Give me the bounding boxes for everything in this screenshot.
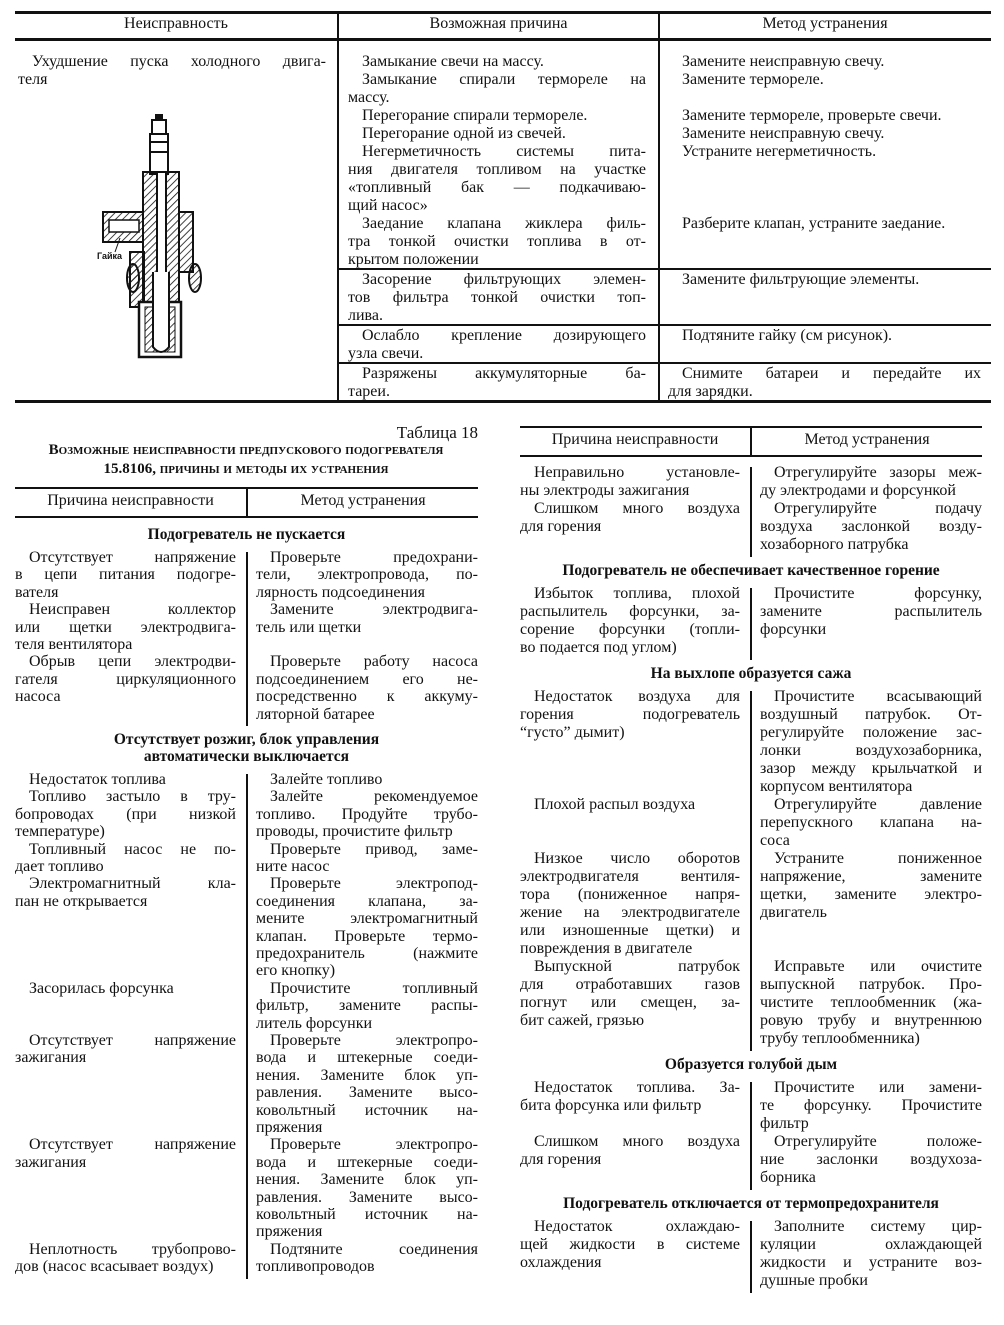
cause-cell (15, 1032, 236, 1067)
cause-cell-line: бопроводах (при низкой (15, 805, 236, 823)
cause-cell-line: Обрыв цепи электродви- (29, 653, 236, 671)
method-cell (760, 1218, 982, 1290)
method-cell-line: Снимите батареи и передайте их (682, 365, 981, 382)
fault-cell (18, 53, 326, 89)
method-cell-line: Отрегулируйте зазоры меж- (774, 464, 982, 481)
column-divider (750, 1221, 752, 1293)
cause-cell-line: распылитель форсунки, за- (520, 603, 740, 620)
cause-cell (520, 958, 740, 1030)
method-cell-line: ние заслонки воздухоза- (760, 1151, 982, 1168)
method-cell-line: проводы, прочистите фильтр (256, 823, 453, 841)
cause-cell-line: насоса (15, 688, 61, 706)
cause-cell (520, 1133, 740, 1169)
cause-cell-line: «топливный бак — подкачиваю- (348, 179, 646, 196)
method-cell-line: вода и штекерные соеди- (256, 1049, 478, 1067)
header-fault: Неисправность (124, 15, 228, 32)
method-cell-line: Залейте топливо (270, 771, 383, 788)
method-cell (668, 125, 981, 143)
method-cell-line: выпускной патрубок. Про- (760, 976, 982, 993)
cause-cell-line: Неисправен коллектор (29, 601, 236, 619)
cause-cell (15, 1136, 236, 1171)
cause-cell (348, 53, 646, 71)
method-cell (760, 500, 982, 554)
cause-cell-line: щий насос» (348, 197, 428, 214)
cause-cell-line: Засорилась форсунка (29, 979, 174, 997)
cause-cell (520, 585, 740, 657)
method-cell-line: равления. Замените высо- (256, 1188, 478, 1206)
cause-cell (520, 464, 740, 500)
method-cell-line: форсунки (760, 621, 827, 638)
method-cell-line: Отрегулируйте подачу (774, 500, 982, 517)
column-divider (750, 467, 752, 557)
method-cell-line: фильтр (760, 1115, 809, 1132)
cause-cell-line: Слишком много воздуха (534, 500, 740, 517)
cause-cell-line: теля вентилятора (15, 636, 133, 653)
method-cell (668, 107, 981, 125)
section-heading: Подогреватель не пускается (147, 526, 346, 543)
method-cell-line: Разберите клапан, устраните заедание. (682, 215, 946, 232)
cause-cell-line: дает топливо (15, 858, 104, 875)
cause-cell-line: узла свечи. (348, 345, 424, 362)
cause-cell (348, 327, 646, 363)
method-cell-line: клапан. Проверьте термо- (256, 927, 478, 945)
method-cell (668, 215, 981, 233)
cause-cell-line: для горения (520, 518, 602, 535)
cause-cell-line: Электромагнитный кла- (29, 875, 236, 893)
cause-cell (348, 271, 646, 325)
method-cell-line: Замените неисправную свечу. (682, 125, 885, 142)
method-cell-line: его кнопку) (256, 962, 336, 980)
cause-cell-line: “густо” дымит) (520, 724, 625, 741)
fault-line: Ухудшение пуска холодного двига- (32, 53, 326, 70)
header-rule (15, 38, 991, 41)
method-cell (256, 653, 478, 723)
method-cell-line: трубу теплообменника) (760, 1030, 920, 1047)
method-cell-line: борника (760, 1169, 816, 1186)
method-cell-line: хозаборного патрубка (760, 536, 909, 553)
method-cell (256, 1241, 478, 1276)
method-cell (256, 601, 478, 636)
cause-cell-line: пан не открывается (15, 892, 148, 910)
cause-cell-line: тареи. (348, 383, 390, 400)
cause-cell-line: Недостаток охлаждаю- (534, 1218, 740, 1235)
column-divider (658, 12, 660, 402)
row-divider (339, 362, 991, 364)
method-cell-line: Замените термореле. (682, 71, 824, 88)
method-cell (668, 271, 981, 289)
method-cell-line: Проверьте электропро- (270, 1136, 478, 1154)
method-cell-line: Замените электродвига- (270, 601, 478, 619)
method-cell-line: для зарядки. (668, 383, 753, 400)
method-cell-line: соединения клапана, за- (256, 892, 478, 910)
cause-cell-line: лива. (348, 307, 383, 324)
cause-cell-line: жение на электродвигателе (520, 904, 740, 921)
cause-cell-line: Засорение фильтрующих элемен- (362, 271, 646, 288)
cause-cell-line: Неправильно установле- (534, 464, 740, 481)
cause-cell-line: ния двигателя топливом на участке (348, 161, 646, 178)
cause-cell-line: Избыток топлива, плохой (534, 585, 740, 602)
cause-cell-line: тов фильтра тонкой очистки топ- (348, 289, 646, 306)
cause-cell-line: температуре) (15, 823, 105, 841)
table-number: Таблица 18 (396, 423, 478, 442)
method-cell (760, 688, 982, 796)
cause-cell-line: или щетки электродвига- (15, 618, 236, 636)
method-cell-line: предохранитель (нажмите (256, 945, 478, 963)
method-cell (668, 365, 981, 401)
method-cell-line: Заполните систему цир- (774, 1218, 982, 1235)
method-cell-line: корпусом вентилятора (760, 778, 913, 795)
method-cell-line: напряжение, замените (760, 868, 982, 885)
section-heading: Образуется голубой дым (664, 1056, 838, 1073)
cause-cell-line: горения подогреватель (520, 706, 740, 723)
left-header-method: Метод устранения (300, 492, 426, 509)
cause-cell-line: Отсутствует напряжение (29, 549, 236, 566)
cause-cell-line: охлаждения (520, 1254, 602, 1271)
row-divider (339, 268, 991, 270)
cause-cell-line: Перегорание спирали термореле. (362, 107, 588, 124)
method-cell-line: щетки, замените электро- (760, 886, 982, 903)
cause-cell-line: крытом положении (348, 251, 479, 268)
method-cell (256, 875, 478, 979)
method-cell-line: топливо. Продуйте трубо- (256, 805, 478, 823)
section-heading: Подогреватель отключается от термопредохранителя (563, 1195, 939, 1212)
cause-cell (348, 107, 646, 125)
method-cell-line: Отрегулируйте положе- (774, 1133, 982, 1150)
method-cell-line: Проверьте работу насоса (270, 653, 478, 671)
top-table-rule (15, 11, 991, 14)
cause-cell-line: во подается под углом) (520, 639, 677, 656)
method-cell-line: Прочистите топливный (270, 979, 478, 997)
method-cell-line: вода и штекерные соеди- (256, 1153, 478, 1171)
cause-cell (520, 1079, 740, 1115)
method-cell-line: Замените фильтрующие элементы. (682, 271, 920, 288)
method-cell-line: ковольтный источник на- (256, 1101, 478, 1119)
section-heading: автоматически выключается (143, 748, 350, 765)
method-cell-line: Проверьте электропро- (270, 1032, 478, 1049)
cause-cell-line: погнут или смещен, за- (520, 994, 740, 1011)
method-cell-line: Проверьте электропод- (270, 875, 478, 893)
cause-cell-line: электродвигателя вентиля- (520, 868, 740, 885)
method-cell-line: ровую трубу и внутреннюю (760, 1012, 982, 1029)
cause-cell-line: Слишком много воздуха (534, 1133, 740, 1150)
method-cell-line: тели, электропровода, по- (256, 566, 478, 584)
method-cell-line: мените электромагнитный (256, 910, 478, 928)
cause-cell-line: для горения (520, 1151, 602, 1168)
glow-plug-illustration (95, 112, 225, 367)
row-divider (339, 324, 991, 326)
column-divider (750, 588, 752, 660)
cause-cell (520, 796, 740, 814)
cause-cell-line: зажигания (15, 1153, 87, 1171)
method-cell-line: те форсунку. Прочистите (760, 1097, 982, 1114)
cause-cell (520, 850, 740, 958)
cause-cell (348, 71, 646, 107)
cause-cell (348, 125, 646, 143)
method-cell (760, 464, 982, 500)
cause-cell-line: Топливный насос не по- (29, 840, 236, 858)
cause-cell-line: щей жидкости в системе (520, 1236, 740, 1253)
right-header-method: Метод устранения (804, 431, 930, 448)
cause-cell (520, 500, 740, 536)
table-title-line: 15.8106, причины и методы их устранения (103, 461, 389, 477)
header-cause: Возможная причина (429, 15, 568, 32)
cause-cell-line: гателя циркуляционного (15, 670, 236, 688)
method-cell-line: пряжения (256, 1223, 323, 1241)
method-cell-line: Устраните негерметичность. (682, 143, 877, 160)
method-cell-line: Проверьте предохрани- (270, 549, 478, 566)
cause-cell-line: Перегорание одной из свечей. (362, 125, 566, 142)
method-cell-line: пряжения (256, 1119, 323, 1137)
left-header-cause: Причина неисправности (47, 492, 214, 509)
method-cell-line: перепускного клапана на- (760, 814, 982, 831)
cause-cell-line: тора (пониженное напря- (520, 886, 740, 903)
cause-cell-line: бит сажей, грязью (520, 1012, 645, 1029)
method-cell (760, 850, 982, 922)
method-cell (668, 143, 981, 161)
method-cell-line: подсоединением его не- (256, 670, 478, 688)
cause-cell-line: повреждения в двигателе (520, 940, 693, 957)
method-cell-line: Подтяните гайку (см рисунок). (682, 327, 893, 344)
method-cell-line: воздушный патрубок. От- (760, 706, 982, 723)
method-cell (256, 771, 478, 788)
method-cell-line: ду электродами и форсункой (760, 482, 956, 499)
method-cell-line: замените распылитель (760, 603, 982, 620)
cause-cell (15, 653, 236, 705)
cause-cell-line: Топливо застыло в тру- (29, 788, 236, 806)
figure-label-nut: Гайка (97, 251, 123, 261)
cause-cell-line: Выпускной патрубок (534, 958, 740, 975)
cause-cell-line: Разряжены аккумуляторные ба- (362, 365, 646, 382)
method-cell (668, 71, 981, 89)
column-divider (246, 774, 248, 1279)
method-cell (760, 958, 982, 1048)
method-cell-line: двигатель (760, 904, 827, 921)
method-cell (256, 1032, 478, 1136)
cause-cell (15, 601, 236, 653)
cause-cell (348, 143, 646, 215)
cause-cell-line: Плохой распыл воздуха (534, 796, 696, 813)
cause-cell-line: массу. (348, 89, 390, 106)
method-cell-line: чистите теплообменник (жа- (760, 994, 982, 1011)
section-heading: Отсутствует розжиг, блок управления (113, 731, 380, 748)
cause-cell (15, 788, 236, 840)
header-method: Метод устранения (762, 15, 888, 32)
method-cell-line: душные пробки (760, 1272, 868, 1289)
cause-cell-line: Недостаток топлива. За- (534, 1079, 740, 1096)
cause-cell (348, 365, 646, 401)
method-cell-line: нения. Замените блок уп- (256, 1066, 478, 1084)
method-cell-line: Замените термореле, проверьте свечи. (682, 107, 942, 124)
cause-cell-line: сорение форсунки (топли- (520, 621, 740, 638)
column-divider (337, 12, 339, 402)
method-cell-line: литель форсунки (256, 1014, 373, 1032)
cause-cell-line: Недостаток топлива (29, 771, 166, 788)
method-cell (256, 980, 478, 1032)
method-cell (760, 1133, 982, 1187)
method-cell-line: Исправьте или очистите (774, 958, 982, 975)
cause-cell (15, 771, 236, 788)
method-cell-line: Залейте рекомендуемое (270, 788, 478, 806)
method-cell (668, 53, 981, 71)
method-cell-line: лярность подсоединения (256, 583, 425, 601)
method-cell (760, 1079, 982, 1133)
cause-cell (348, 215, 646, 269)
method-cell-line: лонки воздухозаборника, (760, 742, 982, 759)
method-cell-line: посредственно к аккуму- (256, 688, 478, 706)
cause-cell-line: бита форсунка или фильтр (520, 1097, 702, 1114)
cause-cell-line: Замыкание спирали термореле на (362, 71, 646, 88)
cause-cell-line: для отработавших газов (520, 976, 740, 993)
method-cell-line: топливопроводов (256, 1258, 375, 1276)
cause-cell (520, 1218, 740, 1272)
method-cell-line: жидкости и устраните воз- (760, 1254, 982, 1271)
cause-cell-line: дов (насос всасывает воздух) (15, 1258, 214, 1276)
method-cell (256, 788, 478, 840)
column-divider (750, 691, 752, 1051)
method-cell-line: Отрегулируйте давление (774, 796, 982, 813)
cause-cell (15, 1241, 236, 1276)
method-cell (256, 549, 478, 601)
cause-cell-line: Отсутствует напряжение (29, 1136, 236, 1154)
cause-cell-line: или изношенные щетки) и (520, 922, 740, 939)
cause-cell-line: ны электроды зажигания (520, 482, 690, 499)
cause-cell-line: вателя (15, 583, 59, 601)
cause-cell (520, 688, 740, 742)
cause-cell-line: Низкое число оборотов (534, 850, 740, 867)
column-divider (750, 1082, 752, 1190)
method-cell (760, 796, 982, 850)
method-cell-line: Проверьте привод, заме- (270, 840, 478, 858)
cause-cell-line: тра тонкой очистки топлива в от- (348, 233, 646, 250)
method-cell-line: регулируйте положение зас- (760, 724, 982, 741)
column-divider (246, 552, 248, 726)
cause-cell-line: Ослабло крепление дозирующего (362, 327, 646, 344)
method-cell-line: куляции охлаждающей (760, 1236, 982, 1253)
fault-line: теля (18, 71, 48, 88)
method-cell-line: зазор между крыльчаткой и (760, 760, 982, 777)
method-cell-line: ляторной батарее (256, 705, 375, 723)
method-cell-line: равления. Замените высо- (256, 1084, 478, 1102)
cause-cell-line: Неплотность трубопрово- (29, 1240, 236, 1258)
method-cell-line: Подтяните соединения (270, 1240, 478, 1258)
method-cell-line: нения. Замените блок уп- (256, 1171, 478, 1189)
method-cell-line: Прочистите форсунку, (774, 585, 982, 602)
cause-cell-line: Негерметичность системы пита- (362, 143, 646, 160)
cause-cell (15, 980, 236, 997)
method-cell-line: Прочистите или замени- (774, 1079, 982, 1096)
method-cell-line: соса (760, 832, 790, 849)
method-cell (668, 327, 981, 345)
cause-cell-line: Отсутствует напряжение (29, 1032, 236, 1049)
table-title-line: Возможные неисправности предпускового подогревателя (48, 442, 444, 458)
cause-cell (15, 875, 236, 910)
method-cell (760, 585, 982, 639)
method-cell-line: Прочистите всасывающий (774, 688, 982, 705)
method-cell-line: ковольтный источник на- (256, 1206, 478, 1224)
method-cell-line: фильтр, замените распы- (256, 997, 478, 1015)
right-header-cause: Причина неисправности (551, 431, 719, 448)
cause-cell-line: Замыкание свечи на массу. (362, 53, 544, 70)
cause-cell (15, 549, 236, 601)
method-cell-line: тель или щетки (256, 618, 362, 636)
cause-cell-line: Заедание клапана жиклера филь- (362, 215, 646, 232)
method-cell-line: ните насос (256, 858, 330, 875)
section-heading: На выхлопе образуется сажа (650, 665, 852, 682)
method-cell (256, 1136, 478, 1240)
method-cell-line: Устраните пониженное (774, 850, 982, 867)
cause-cell (15, 841, 236, 876)
cause-cell-line: Недостаток воздуха для (534, 688, 740, 705)
cause-cell-line: зажигания (15, 1049, 87, 1067)
section-heading: Подогреватель не обеспечивает качественное горение (562, 562, 940, 579)
cause-cell-line: в цепи питания подогре- (15, 566, 236, 584)
method-cell-line: Замените неисправную свечу. (682, 53, 885, 70)
method-cell-line: воздуха заслонкой возду- (760, 518, 982, 535)
method-cell (256, 841, 478, 876)
